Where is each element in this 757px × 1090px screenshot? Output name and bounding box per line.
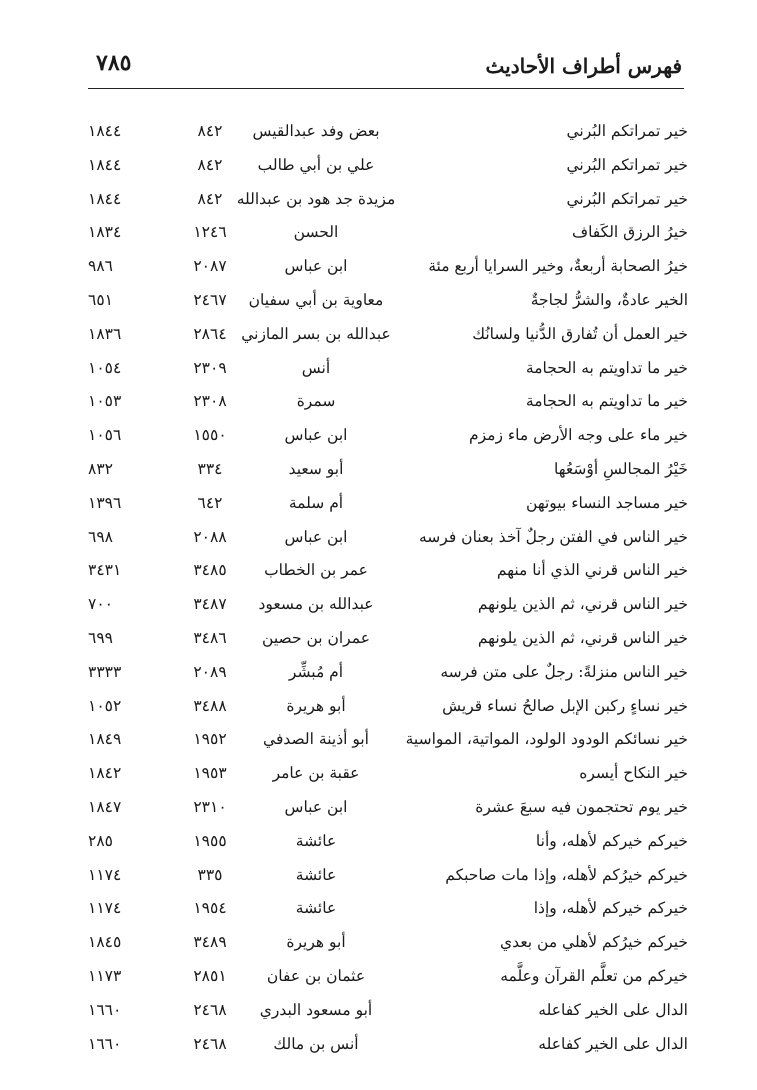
hadith-number: ٣٤٨٥ [193,561,227,580]
reference-number: ١١٧٤ [88,899,122,918]
index-entry [88,420,688,454]
page-header [88,48,684,89]
index-entry [88,454,688,488]
reference-number: ١٠٥٢ [88,696,122,715]
narrator: مزيدة جد هود بن عبدالله [236,189,396,208]
narrator: ابن عباس [284,257,348,276]
narrator: بعض وفد عبدالقيس [252,122,380,140]
index-entry [88,251,688,285]
hadith-text: خير الناس قرني، ثم الذين يلونهم [477,595,688,614]
index-entry [88,319,688,353]
hadith-number: ٣٤٨٦ [193,628,227,647]
hadith-text: خير نساءٍ ركبن الإبل صالحُ نساء قريش [442,696,688,715]
index-entry [88,150,688,184]
narrator: عائشة [295,865,337,884]
hadith-text: الخير عادةٌ، والشرُّ لجاجةٌ [530,290,688,309]
reference-number: ٩٨٦ [88,257,113,276]
index-entry [88,961,688,995]
index-entry [88,285,688,319]
reference-number: ١٠٥٤ [88,358,122,377]
hadith-text: خيرُ الصحابة أربعةٌ، وخير السرايا أربع مئة [428,257,688,276]
index-entry [88,116,688,150]
narrator: أبو هريرة [286,696,346,715]
hadith-index-list [88,116,688,1062]
hadith-text: خير تمراتكم البُرني [566,155,688,174]
index-entry [88,522,688,556]
narrator: علي بن أبي طالب [257,155,375,174]
reference-number: ١٨٤٥ [88,933,122,952]
reference-number: ٧٠٠ [88,595,113,614]
narrator: عائشة [295,831,337,850]
hadith-number: ٣٣٤ [197,459,223,478]
hadith-text: خير الناس قرني، ثم الذين يلونهم [477,628,688,647]
hadith-text: خير الناس قرني الذي أنا منهم [496,561,688,580]
hadith-number: ٣٣٥ [197,865,223,884]
narrator: عقبة بن عامر [272,764,360,783]
reference-number: ١٠٥٣ [88,392,122,411]
reference-number: ١٨٤٢ [88,764,122,783]
index-entry [88,386,688,420]
reference-number: ٢٨٥ [88,831,113,850]
narrator: ابن عباس [284,797,348,816]
reference-number: ١٠٥٦ [88,426,122,445]
hadith-text: خير يوم تحتجمون فيه سبعَ عشرة [475,797,688,816]
narrator: أنس [301,358,331,377]
hadith-text: خير ما تداويتم به الحجامة [525,358,688,377]
narrator: أبو هريرة [286,933,346,952]
hadith-text: خيركم خيرُكم لأهلي من بعدي [500,933,688,952]
reference-number: ٨٣٢ [88,459,113,478]
hadith-number: ١٩٥٥ [193,831,227,850]
hadith-text: الدال على الخير كفاعله [538,1034,688,1053]
index-entry [88,893,688,927]
narrator: عثمان بن عفان [266,966,366,985]
index-entry [88,555,688,589]
hadith-text: خير العمل أن تُفارق الدُّنيا ولسانُك [472,324,688,343]
index-entry [88,623,688,657]
reference-number: ١١٧٤ [88,865,122,884]
reference-number: ٣٤٣١ [88,561,122,580]
hadith-number: ١٥٥٠ [193,426,227,445]
hadith-text: خيركم خيركم لأهله، وإذا [533,899,688,918]
hadith-text: خيركم خيرُكم لأهله، وإذا مات صاحبكم [445,865,688,884]
index-entry [88,995,688,1029]
narrator: معاوية بن أبي سفيان [248,290,384,309]
index-entry [88,217,688,251]
index-entry [88,1029,688,1063]
hadith-number: ٢٤٦٨ [193,1034,227,1053]
hadith-number: ١٢٤٦ [193,223,227,242]
narrator: أنس بن مالك [273,1034,359,1053]
reference-number: ١٨٣٤ [88,223,122,242]
hadith-number: ٢٨٥١ [193,966,227,985]
reference-number: ١٨٤٤ [88,155,122,174]
hadith-number: ٢٣٠٨ [193,392,227,411]
narrator: عبدالله بن بسر المازني [241,324,391,343]
hadith-text: خير النكاح أيسره [579,764,688,783]
index-entry [88,657,688,691]
narrator: ابن عباس [284,527,348,546]
narrator: عمر بن الخطاب [264,561,368,580]
hadith-text: خيرُ الرزق الكَفاف [572,223,688,242]
reference-number: ١١٧٣ [88,966,122,985]
hadith-text: خير الناس في الفتن رجلٌ آخذ بعنان فرسه [419,527,688,546]
hadith-number: ٢٨٦٤ [193,324,227,343]
narrator: أم مُبشِّر [288,662,344,681]
hadith-text: خير ماء على وجه الأرض ماء زمزم [469,426,688,445]
hadith-number: ٣٤٨٧ [193,595,227,614]
hadith-text: خَيْرُ المجالسِ أوْسَعُها [554,459,688,478]
reference-number: ١٨٤٤ [88,189,122,208]
reference-number: ١٨٤٤ [88,122,122,140]
reference-number: ٦٥١ [88,290,113,309]
hadith-number: ٢٠٨٧ [193,257,227,276]
reference-number: ١٨٤٩ [88,730,122,749]
narrator: عمران بن حصين [262,628,370,647]
hadith-number: ٢٤٦٧ [193,290,227,309]
index-entry [88,860,688,894]
hadith-text: خير مساجد النساء بيوتهن [526,493,688,512]
hadith-text: خير الناس منزلةً: رجلٌ على متن فرسه [440,662,688,681]
reference-number: ١٨٣٦ [88,324,122,343]
hadith-number: ٢٠٨٩ [193,662,227,681]
hadith-text: خيركم من تعلَّم القرآن وعلَّمه [500,966,688,985]
reference-number: ١٦٦٠ [88,1034,122,1053]
index-entry [88,353,688,387]
hadith-text: خير تمراتكم البُرني [566,189,688,208]
index-entry [88,691,688,725]
narrator: عبدالله بن مسعود [258,595,374,614]
narrator: أبو سعيد [288,459,344,478]
index-entry [88,589,688,623]
index-entry [88,792,688,826]
narrator: الحسن [293,223,339,242]
narrator: أبو مسعود البدري [259,1000,373,1019]
reference-number: ٦٩٨ [88,527,113,546]
hadith-number: ١٩٥٢ [193,730,227,749]
hadith-number: ١٩٥٣ [193,764,227,783]
narrator: أم سلمة [288,493,344,512]
index-entry [88,184,688,218]
hadith-number: ٢٠٨٨ [193,527,227,546]
running-title: فهرس أطراف الأحاديث [485,54,682,78]
index-entry [88,826,688,860]
narrator: ابن عباس [284,426,348,445]
hadith-number: ٦٤٢ [197,493,223,512]
hadith-text: خيركم خيركم لأهله، وأنا [535,831,688,850]
hadith-number: ٨٤٢ [197,155,223,174]
hadith-text: الدال على الخير كفاعله [538,1000,688,1019]
hadith-text: خير تمراتكم البُرني [566,122,688,140]
hadith-number: ٣٤٨٨ [193,696,227,715]
hadith-number: ٢٣٠٩ [193,358,227,377]
page-number: ٧٨٥ [96,50,132,76]
narrator: سمرة [296,392,336,411]
index-entry [88,488,688,522]
reference-number: ٦٩٩ [88,628,113,647]
reference-number: ١٦٦٠ [88,1000,122,1019]
hadith-number: ٨٤٢ [197,189,223,208]
index-entry [88,927,688,961]
hadith-number: ٨٤٢ [197,122,223,140]
reference-number: ٣٣٣٣ [88,662,122,681]
narrator: عائشة [295,899,337,918]
reference-number: ١٣٩٦ [88,493,122,512]
hadith-text: خير ما تداويتم به الحجامة [525,392,688,411]
index-entry [88,724,688,758]
narrator: أبو أذينة الصدفي [263,730,369,749]
hadith-number: ٢٣١٠ [193,797,227,816]
index-entry [88,758,688,792]
hadith-number: ٣٤٨٩ [193,933,227,952]
reference-number: ١٨٤٧ [88,797,122,816]
hadith-number: ١٩٥٤ [193,899,227,918]
hadith-text: خير نسائكم الودود الولود، المواتية، المواسية [405,730,688,749]
hadith-number: ٢٤٦٨ [193,1000,227,1019]
